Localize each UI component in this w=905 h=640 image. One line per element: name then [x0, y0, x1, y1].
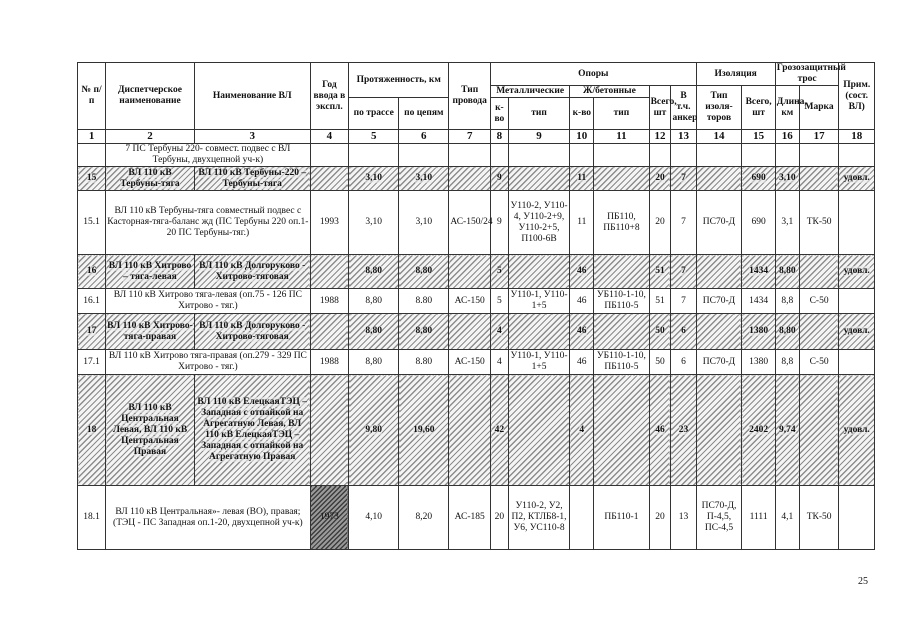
cell-c18	[839, 191, 875, 255]
header-col14: Тип изоля-торов	[696, 86, 742, 130]
cell-c2: ВЛ 110 кВ Хитрово тяга-левая (оп.75 - 126 ПС Хитрово - тяг.)	[106, 289, 310, 314]
cell-c14: ПС70-Д	[696, 191, 742, 255]
cell-c12	[649, 314, 671, 350]
header-col13: В т.ч. анкер	[671, 86, 696, 130]
column-number: 7	[449, 130, 491, 144]
cell-c7: АС-185	[449, 486, 491, 550]
cell-c12: 20	[649, 486, 671, 550]
cell-c3	[194, 375, 310, 486]
cell-c14	[696, 375, 742, 486]
cell-text: 1380	[749, 326, 769, 336]
column-number: 15	[742, 130, 775, 144]
cell-text: 16	[86, 266, 97, 276]
cell-c8	[491, 255, 509, 289]
summary-row	[78, 375, 875, 486]
cell-c17: С-50	[799, 289, 839, 314]
column-number: 18	[839, 130, 875, 144]
cell-c4	[310, 255, 349, 289]
cell-c8	[491, 144, 509, 167]
cell-c13: 6	[671, 350, 696, 375]
cell-c9	[508, 375, 570, 486]
cell-c9	[508, 144, 570, 167]
cell-c8: 9	[491, 191, 509, 255]
header-col11: тип	[594, 98, 649, 130]
header-col2: Диспетчерское наименование	[106, 63, 195, 130]
cell-text: 5	[497, 266, 502, 276]
cell-c10	[570, 486, 594, 550]
cell-c2	[106, 255, 195, 289]
cell-c8: 20	[491, 486, 509, 550]
cell-c16: 4,1	[775, 486, 799, 550]
cell-c12	[649, 375, 671, 486]
cell-text: 6	[681, 326, 686, 336]
cell-c5	[349, 375, 399, 486]
cell-c17	[799, 314, 839, 350]
header-length-group: Протяженность, км	[349, 63, 449, 98]
cell-c9	[508, 314, 570, 350]
cell-text: 17	[86, 326, 97, 336]
cell-c4	[310, 144, 349, 167]
cell-text: 50	[655, 326, 665, 336]
cell-c2: ВЛ 110 кВ Тербуны-тяга совместный подвес с Касторная-тяга-баланс жд (ПС Тербуны 220 оп.1- 20 ПС Тербуны-тяг.)	[106, 191, 310, 255]
cell-text: ВЛ 110 кВ Центральная Левая, ВЛ 110 кВ Центральная Правая	[112, 402, 188, 457]
header-col18: Прим. (сост. ВЛ)	[839, 63, 875, 130]
cell-c5	[349, 255, 399, 289]
cell-c16: 3,1	[775, 191, 799, 255]
column-number: 6	[399, 130, 449, 144]
cell-c4	[310, 167, 349, 191]
column-number: 3	[194, 130, 310, 144]
cell-c6: 8.80	[399, 350, 449, 375]
cell-c9: У110-1, У110-1+5	[508, 289, 570, 314]
cell-c17	[799, 375, 839, 486]
cell-c9: У110-1, У110-1+5	[508, 350, 570, 375]
cell-c7	[449, 255, 491, 289]
cell-c9	[508, 255, 570, 289]
cell-c15	[742, 375, 775, 486]
cell-c11	[594, 144, 649, 167]
cell-c5	[349, 314, 399, 350]
table-row	[78, 191, 875, 255]
cell-c17: С-50	[799, 350, 839, 375]
column-number: 2	[106, 130, 195, 144]
cell-c6: 8,20	[399, 486, 449, 550]
cell-text: удовл.	[843, 424, 870, 435]
cell-c6	[399, 375, 449, 486]
cell-c13	[671, 255, 696, 289]
cell-c1	[78, 167, 106, 191]
column-number: 10	[570, 130, 594, 144]
cell-c18	[839, 375, 875, 486]
cell-text: 9,74	[778, 424, 796, 435]
cell-c7	[449, 144, 491, 167]
cell-c16	[775, 375, 799, 486]
cell-c18	[839, 255, 875, 289]
cell-c13	[671, 167, 696, 191]
column-number: 9	[508, 130, 570, 144]
table-row	[78, 350, 875, 375]
cell-c12	[649, 255, 671, 289]
header-col1: № п/п	[78, 63, 106, 130]
column-number-row	[78, 130, 875, 144]
cell-c5	[349, 167, 399, 191]
cell-c15: 1380	[742, 350, 775, 375]
cell-c14	[696, 255, 742, 289]
header-col15: Всего, шт	[742, 86, 775, 130]
cell-c4	[310, 314, 349, 350]
header-insulation-group: Изоляция	[696, 63, 775, 86]
cell-text: 46	[655, 424, 665, 435]
cell-c10	[570, 255, 594, 289]
cell-c2	[106, 314, 195, 350]
cell-c11	[594, 375, 649, 486]
summary-row	[78, 255, 875, 289]
cell-c2	[106, 375, 195, 486]
cell-c17	[799, 167, 839, 191]
column-number: 11	[594, 130, 649, 144]
cell-c15: 1111	[742, 486, 775, 550]
cell-c7: АС-150/24	[449, 191, 491, 255]
cell-c2: ВЛ 110 кВ Хитрово тяга-правая (оп.279 - 329 ПС Хитрово - тяг.)	[106, 350, 310, 375]
header-col16: Длина, км	[775, 86, 799, 130]
cell-c14	[696, 167, 742, 191]
cell-c8: 5	[491, 289, 509, 314]
cell-c1: 15.1	[78, 191, 106, 255]
header-ground-group: Грозозащитный трос	[776, 63, 846, 84]
cell-c3	[194, 255, 310, 289]
cell-c14	[696, 144, 742, 167]
cell-c6	[399, 314, 449, 350]
cell-c12: 51	[649, 289, 671, 314]
cell-c14: ПС70-Д	[696, 350, 742, 375]
cell-text: 9	[497, 173, 502, 183]
cell-c7: АС-150	[449, 289, 491, 314]
column-number: 14	[696, 130, 742, 144]
power-lines-table	[77, 62, 875, 550]
cell-c5: 4,10	[349, 486, 399, 550]
cell-c9	[508, 167, 570, 191]
cell-c8	[491, 314, 509, 350]
cell-c10: 46	[570, 350, 594, 375]
cell-c1	[78, 314, 106, 350]
header-col8: к-во	[491, 98, 509, 130]
cell-c2	[106, 167, 195, 191]
cell-c17	[799, 255, 839, 289]
cell-c16	[775, 314, 799, 350]
cell-c10	[570, 314, 594, 350]
cell-c16: 8,8	[775, 289, 799, 314]
cell-text: 7	[681, 173, 686, 183]
cell-c16	[775, 144, 799, 167]
cell-text: 3,10	[415, 173, 433, 183]
cell-text: 15	[86, 173, 97, 183]
cell-c4	[310, 375, 349, 486]
cell-text: 8,80	[778, 266, 796, 276]
cell-c6: 8.80	[399, 289, 449, 314]
table-row	[78, 144, 875, 167]
cell-c13: 13	[671, 486, 696, 550]
cell-text: 18	[86, 424, 97, 435]
cell-text: 1434	[749, 266, 769, 276]
cell-c13: 7	[671, 191, 696, 255]
cell-text: ВЛ 110 кВ Хитрово-тяга-правая	[107, 320, 193, 342]
cell-text: ВЛ 110 кВ Тербуны-220 – Тербуны-тяга	[198, 167, 307, 189]
cell-text: 2402	[749, 424, 769, 435]
cell-c9: У110-2, У2, П2, КТЛБ8-1, У6, УС110-8	[508, 486, 570, 550]
cell-c11: ПБ110-1	[594, 486, 649, 550]
header-col12: Всего, шт	[649, 86, 671, 130]
cell-text: 4	[579, 424, 585, 435]
cell-c5: 8,80	[349, 289, 399, 314]
column-number: 8	[491, 130, 509, 144]
cell-c1	[78, 144, 106, 167]
cell-c14: ПС70-Д	[696, 289, 742, 314]
cell-text: 3,10	[365, 173, 383, 183]
cell-text: 3,10	[778, 173, 796, 183]
cell-c6	[399, 144, 449, 167]
cell-c18	[839, 167, 875, 191]
cell-text: 9,80	[365, 424, 383, 435]
cell-c1: 18.1	[78, 486, 106, 550]
cell-c15: 1434	[742, 289, 775, 314]
cell-c8	[491, 375, 509, 486]
cell-c10: 46	[570, 289, 594, 314]
cell-c11	[594, 314, 649, 350]
cell-c2: 7 ПС Тербуны 220- совмест. подвес с ВЛ Тербуны, двухцепной уч-к)	[106, 144, 310, 167]
cell-c4: 1973	[310, 486, 349, 550]
cell-text: ВЛ 110 кВ ЕлецкаяТЭЦ – Западная с отпайкой на Агрегатную Левая, ВЛ 110 кВ ЕлецкаяТЭЦ – Западная с отпайкой на Агрегатную Правая	[197, 397, 307, 462]
column-number: 1	[78, 130, 106, 144]
cell-c15: 690	[742, 191, 775, 255]
cell-c11: УБ110-1-10, ПБ110-5	[594, 289, 649, 314]
table-row	[78, 486, 875, 550]
cell-text: 8,80	[365, 266, 383, 276]
cell-c18	[839, 289, 875, 314]
cell-c6: 3,10	[399, 191, 449, 255]
cell-c18	[839, 144, 875, 167]
column-number: 17	[799, 130, 839, 144]
header-col17: Марка	[799, 86, 839, 130]
cell-text: 20	[655, 173, 665, 183]
header-metal-group: Металлические	[491, 86, 570, 98]
cell-c8	[491, 167, 509, 191]
header-col10: к-во	[570, 98, 594, 130]
cell-text: 46	[577, 326, 587, 336]
cell-text: ВЛ 110 кВ Тербуны-тяга	[120, 167, 180, 189]
header-col5: по трассе	[349, 98, 399, 130]
header-supports-group: Опоры	[491, 63, 696, 86]
cell-text: 690	[751, 173, 766, 183]
cell-text: ВЛ 110 кВ Долгоруково - Хитрово-тяговая	[199, 320, 306, 342]
cell-c3	[194, 314, 310, 350]
cell-c16	[775, 255, 799, 289]
cell-c6	[399, 255, 449, 289]
cell-c5: 8,80	[349, 350, 399, 375]
cell-c12: 20	[649, 191, 671, 255]
cell-c10	[570, 144, 594, 167]
cell-c17: ТК-50	[799, 486, 839, 550]
table-row	[78, 289, 875, 314]
cell-text: 8,80	[365, 326, 383, 336]
cell-c15	[742, 255, 775, 289]
cell-c17: ТК-50	[799, 191, 839, 255]
cell-text: 7	[681, 266, 686, 276]
cell-c15	[742, 167, 775, 191]
cell-c10: 11	[570, 191, 594, 255]
cell-c14	[696, 314, 742, 350]
cell-text: 46	[577, 266, 587, 276]
cell-c10	[570, 375, 594, 486]
cell-text: ВЛ 110 кВ Хитрово – тяга-левая	[108, 260, 192, 282]
column-number: 5	[349, 130, 399, 144]
cell-c12	[649, 144, 671, 167]
cell-c11: УБ110-1-10, ПБ110-5	[594, 350, 649, 375]
cell-c7	[449, 314, 491, 350]
cell-c1	[78, 375, 106, 486]
cell-text: удовл.	[843, 173, 870, 183]
cell-text: ВЛ 110 кВ Долгоруково - Хитрово-тяговая	[199, 260, 306, 282]
cell-c2: ВЛ 110 кВ Центральная»- левая (ВО), правая; (ТЭЦ - ПС Западная оп.1-20, двухцепной уч-к)	[106, 486, 310, 550]
cell-text: удовл.	[843, 326, 870, 336]
cell-c18	[839, 486, 875, 550]
cell-c16	[775, 167, 799, 191]
cell-text: 8,80	[778, 326, 796, 336]
header-col6: по цепям	[399, 98, 449, 130]
cell-text: 23	[678, 424, 689, 435]
cell-c4: 1988	[310, 289, 349, 314]
summary-row	[78, 314, 875, 350]
header-concrete-group: Ж/бетонные	[570, 86, 649, 98]
cell-c18	[839, 350, 875, 375]
column-number: 4	[310, 130, 349, 144]
cell-c4: 1988	[310, 350, 349, 375]
cell-text: 51	[655, 266, 665, 276]
cell-c1: 17.1	[78, 350, 106, 375]
cell-c13	[671, 375, 696, 486]
cell-c10	[570, 167, 594, 191]
cell-c15	[742, 144, 775, 167]
page-number: 25	[858, 576, 868, 587]
cell-c15	[742, 314, 775, 350]
cell-text: 11	[577, 173, 587, 183]
cell-c11: ПБ110, ПБ110+8	[594, 191, 649, 255]
cell-c16: 8,8	[775, 350, 799, 375]
header-col7: Тип провода	[449, 63, 491, 130]
header-row-1	[78, 63, 875, 86]
column-number: 16	[775, 130, 799, 144]
cell-c12	[649, 167, 671, 191]
cell-c8: 4	[491, 350, 509, 375]
cell-c11	[594, 255, 649, 289]
column-number: 13	[671, 130, 696, 144]
cell-text: 42	[494, 424, 505, 435]
header-col4: Год ввода в экспл.	[310, 63, 349, 130]
cell-c18	[839, 314, 875, 350]
cell-c5	[349, 144, 399, 167]
column-number: 12	[649, 130, 671, 144]
cell-c1	[78, 255, 106, 289]
cell-c4: 1993	[310, 191, 349, 255]
summary-row	[78, 167, 875, 191]
cell-c12: 50	[649, 350, 671, 375]
header-col9: тип	[508, 98, 570, 130]
cell-c13: 7	[671, 289, 696, 314]
header-col3: Наименование ВЛ	[194, 63, 310, 130]
cell-c5: 3,10	[349, 191, 399, 255]
cell-text: 4	[497, 326, 502, 336]
cell-text: 8,80	[415, 326, 433, 336]
cell-text: 19,60	[413, 424, 435, 435]
cell-text: 8,80	[415, 266, 433, 276]
cell-text: удовл.	[843, 266, 870, 276]
cell-c7	[449, 375, 491, 486]
cell-c7: АС-150	[449, 350, 491, 375]
cell-c3	[194, 167, 310, 191]
cell-c13	[671, 144, 696, 167]
cell-c17	[799, 144, 839, 167]
cell-c7	[449, 167, 491, 191]
cell-c6	[399, 167, 449, 191]
cell-c14: ПС70-Д, П-4,5, ПС-4,5	[696, 486, 742, 550]
cell-c1: 16.1	[78, 289, 106, 314]
cell-c13	[671, 314, 696, 350]
cell-c9: У110-2, У110-4, У110-2+9, У110-2+5, П100-6В	[508, 191, 570, 255]
cell-c11	[594, 167, 649, 191]
